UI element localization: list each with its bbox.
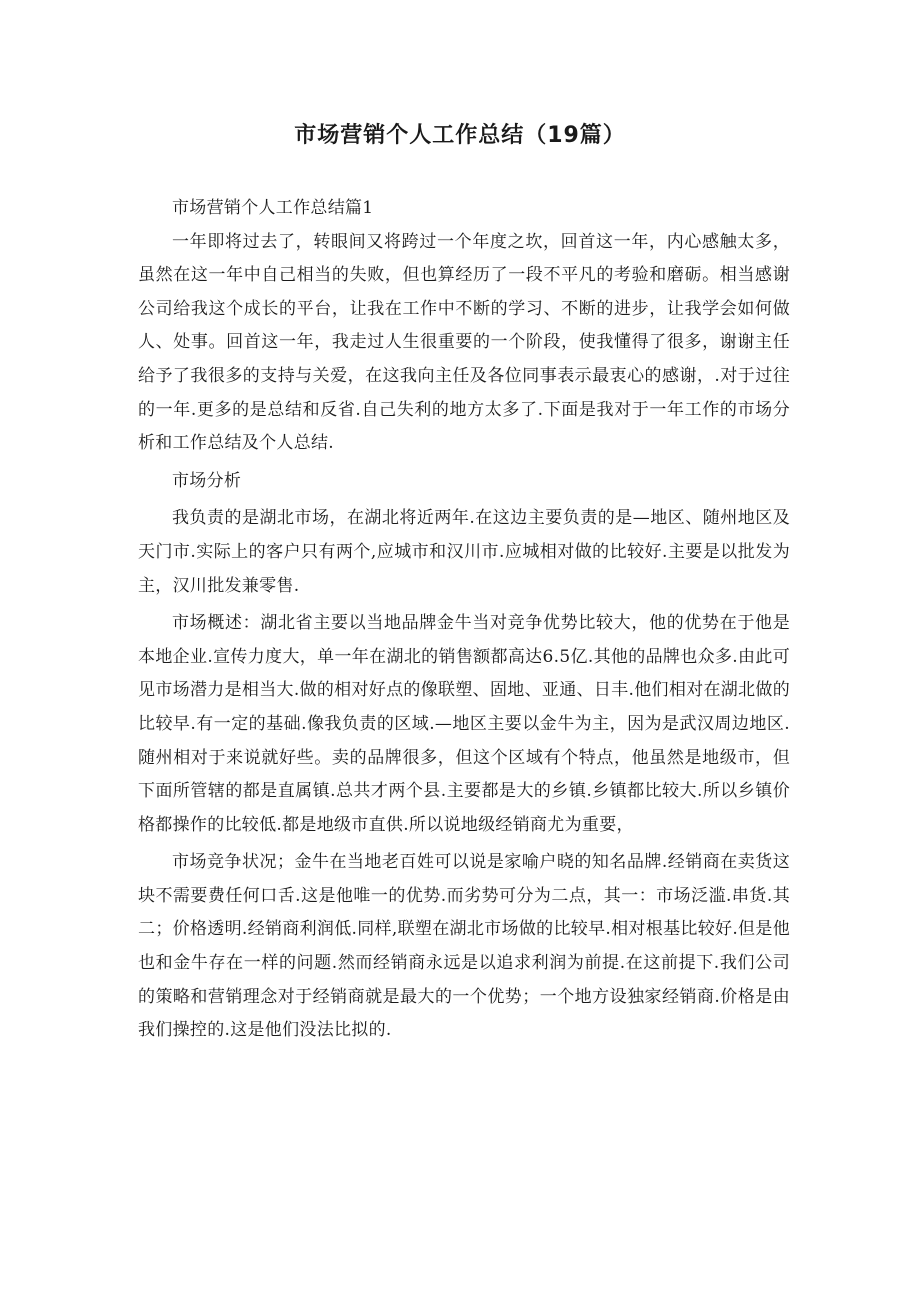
paragraph: 市场竞争状况；金牛在当地老百姓可以说是家喻户晓的知名品牌.经销商在卖货这块不需要费任何口舌.这是他唯一的优势.而劣势可分为二点，其一：市场泛滥.串货.其二；价格透明.经销商利润低.同样,联塑在湖北市场做的比较早.相对根基比较好.但是他也和金牛存在一样的问题.然而经销商永远是以追求利润为前提.在这前提下.我们公司的策略和营销理念对于经销商就是最大的一个优势；一个地方设独家经销商.价格是由我们操控的.这是他们没法比拟的. [138,852,790,1041]
paragraph: 我负责的是湖北市场，在湖北将近两年.在这边主要负责的是—地区、随州地区及天门市.实际上的客户只有两个,应城市和汉川市.应城相对做的比较好.主要是以批发为主，汉川批发兼零售. [138,508,790,596]
document-body [138,192,790,1048]
section-heading: 市场营销个人工作总结篇1 [172,198,374,218]
section-heading: 市场分析 [172,470,242,491]
paragraph: 市场概述：湖北省主要以当地品牌金牛当对竞争优势比较大，他的优势在于他是本地企业.宣传力度大，单一年在湖北的销售额都高达6.5亿.其他的品牌也众多.由此可见市场潜力是相当大.做的相对好点的像联塑、固地、亚通、日丰.他们相对在湖北做的比较早.有一定的基础.像我负责的区域.—地区主要以金牛为主，因为是武汉周边地区.随州相对于来说就好些。卖的品牌很多，但这个区域有个特点，他虽然是地级市，但下面所管辖的都是直属镇.总共才两个县.主要都是大的乡镇.乡镇都比较大.所以乡镇价格都操作的比较低.都是地级市直供.所以说地级经销商尤为重要， [138,613,790,835]
page-title: 市场营销个人工作总结（19篇） [294,123,626,148]
paragraph: 一年即将过去了，转眼间又将跨过一个年度之坎，回首这一年，内心感触太多，虽然在这一年中自己相当的失败，但也算经历了一段不平凡的考验和磨砺。相当感谢公司给我这个成长的平台，让我在工作中不断的学习、不断的进步，让我学会如何做人、处事。回首这一年，我走过人生很重要的一个阶段，使我懂得了很多，谢谢主任给予了我很多的支持与关爱，在这我向主任及各位同事表示最衷心的感谢，.对于过往的一年.更多的是总结和反省.自己失利的地方太多了.下面是我对于一年工作的市场分析和工作总结及个人总结. [138,231,790,454]
